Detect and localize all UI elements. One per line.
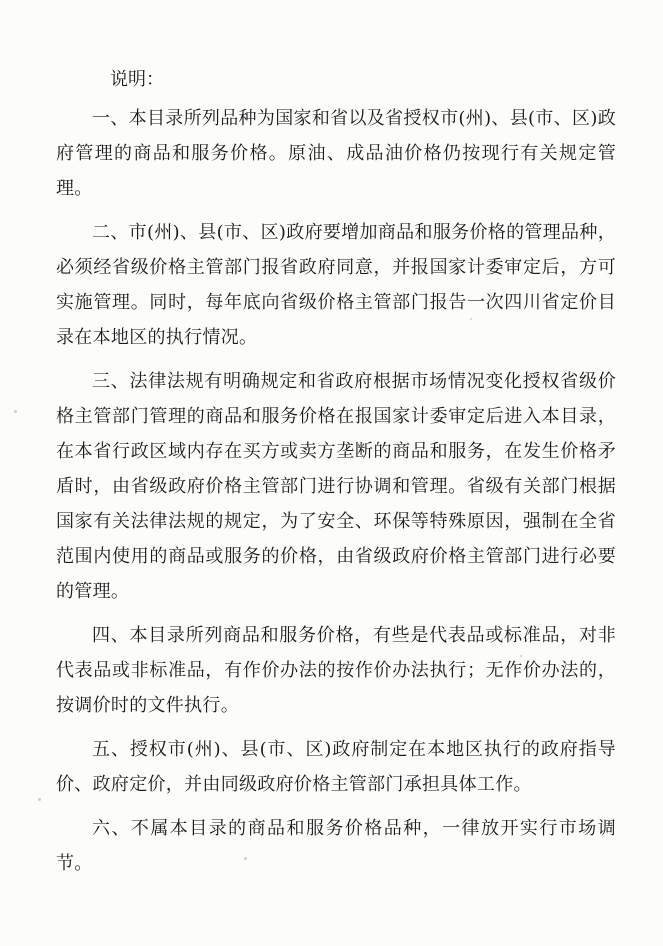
scan-speck	[14, 410, 17, 413]
paragraph-2: 二、市(州)、县(市、区)政府要增加商品和服务价格的管理品种，必须经省级价格主管部门报省政府同意，并报国家计委审定后，方可实施管理。同时，每年底向省级价格主管部门报告一次四川省定价目录在本地区的执行情况。	[56, 222, 616, 348]
paragraph-3: 三、法律法规有明确规定和省政府根据市场情况变化授权省级价格主管部门管理的商品和服务价格在报国家计委审定后进入本目录，在本省行政区域内存在买方或卖方垄断的商品和服务，在发生价格矛盾时，由省级政府价格主管部门进行协调和管理。省级有关部门根据国家有关法律法规的规定，为了安全、环保等特殊原因，强制在全省范围内使用的商品或服务的价格，由省级政府价格主管部门进行必要的管理。	[56, 371, 616, 602]
document-body	[56, 62, 616, 890]
paragraph-6: 六、不属本目录的商品和服务价格品种，一律放开实行市场调节。	[56, 818, 616, 874]
paragraph-5: 五、授权市(州)、县(市、区)政府制定在本地区执行的政府指导价、政府定价，并由同级政府价格主管部门承担具体工作。	[56, 739, 616, 795]
scan-speck	[38, 798, 41, 801]
paragraph-4: 四、本目录所列商品和服务价格，有些是代表品或标准品，对非代表品或非标准品，有作价办法的按作价办法执行；无作价办法的，按调价时的文件执行。	[56, 625, 616, 716]
document-heading: 说明：	[110, 69, 164, 90]
paragraph-1: 一、本目录所列品种为国家和省以及省授权市(州)、县(市、区)政府管理的商品和服务价格。原油、成品油价格仍按现行有关规定管理。	[56, 108, 616, 199]
